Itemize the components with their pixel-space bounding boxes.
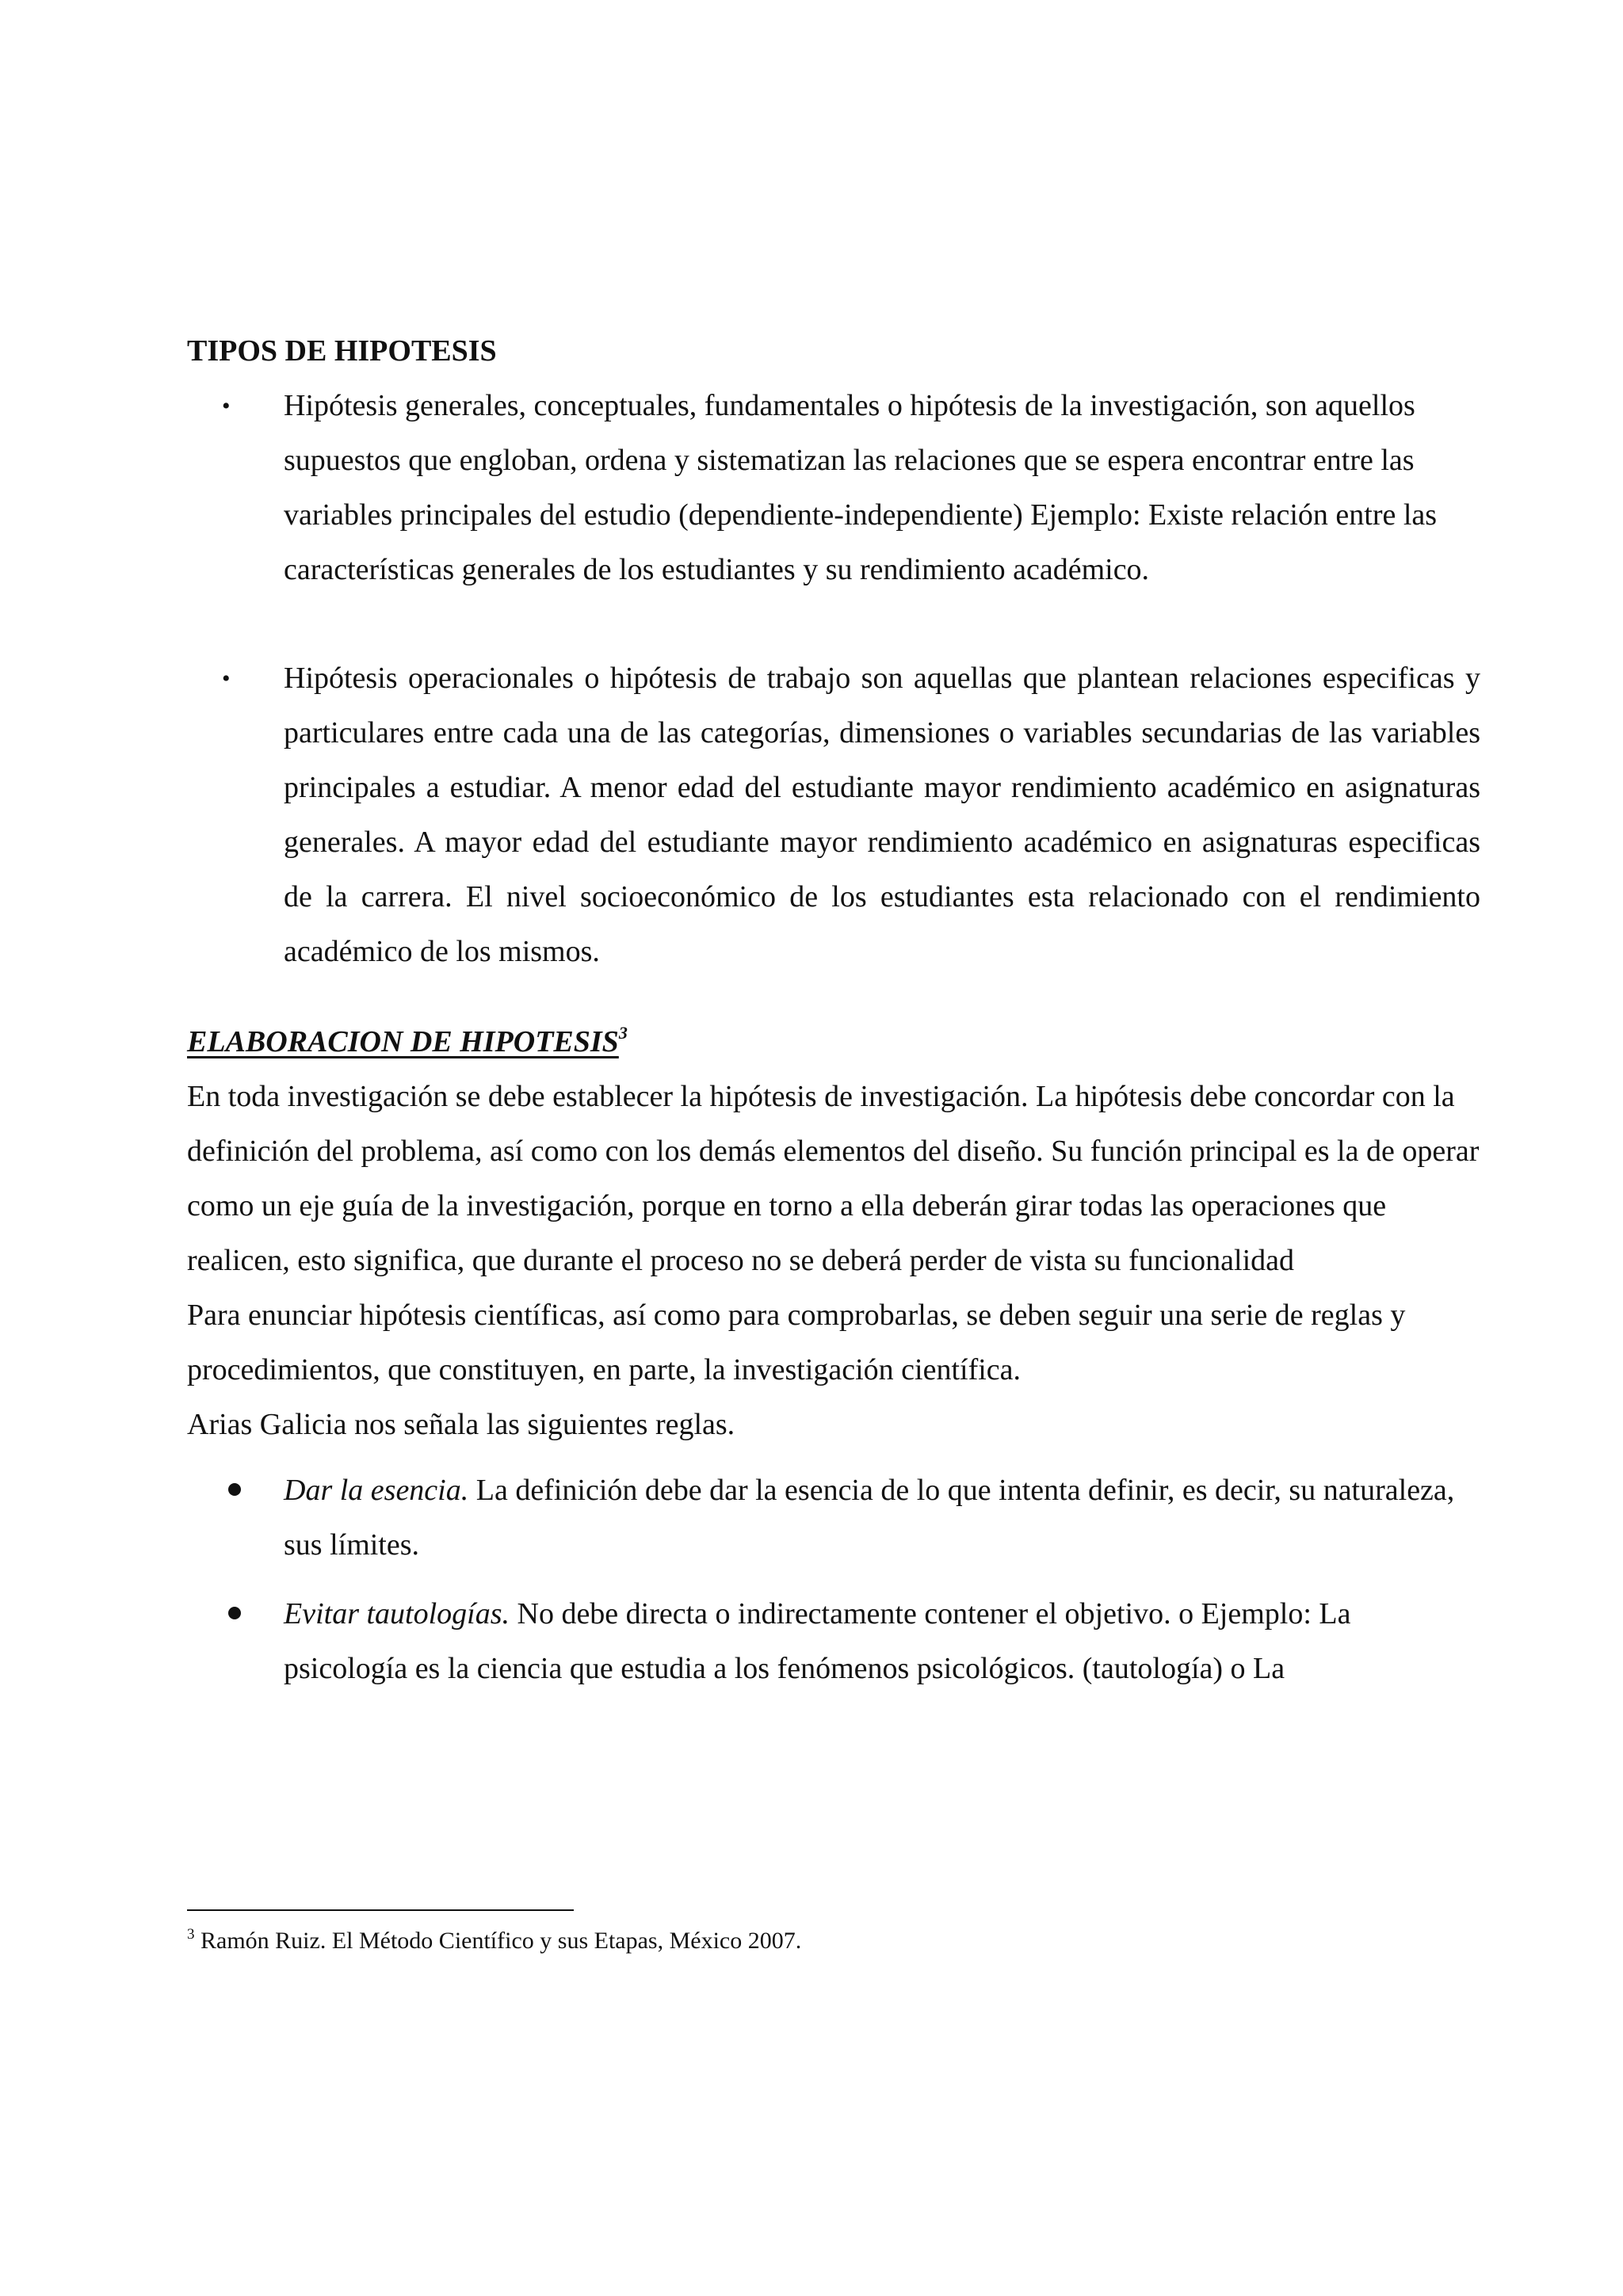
section-heading-tipos: TIPOS DE HIPOTESIS xyxy=(187,334,497,368)
rule-item-evitar-tautologias xyxy=(187,1587,1480,1696)
spacer xyxy=(187,979,1480,1014)
spacer xyxy=(187,597,1480,651)
rule-text: No debe directa o indirectamente contener el objetivo. o Ejemplo: La psicología es la ciencia que estudia a los fenómenos psicológicos. (tautología) o La xyxy=(284,1597,1351,1685)
paragraph-arias-galicia: Arias Galicia nos señala las siguientes reglas. xyxy=(187,1408,735,1441)
hypothesis-types-list xyxy=(187,379,1480,597)
heading-text: ELABORACION DE HIPOTESIS xyxy=(187,1025,619,1058)
bullet-dot-icon xyxy=(228,1607,241,1619)
list-item-hipotesis-operacionales xyxy=(187,651,1480,979)
hypothesis-types-list-2 xyxy=(187,651,1480,979)
spacer xyxy=(187,1452,1480,1463)
rule-lead: Evitar tautologías. xyxy=(284,1597,510,1630)
list-item-hipotesis-generales xyxy=(187,379,1480,597)
paragraph-enunciar: Para enunciar hipótesis científicas, así como para comprobarlas, se deben seguir una serie de reglas y procedimientos, que constituyen, en parte, la investigación científica. xyxy=(187,1299,1406,1386)
rule-lead: Dar la esencia. xyxy=(284,1474,469,1507)
page-content xyxy=(187,323,1480,1711)
list-item-text: Hipótesis operacionales o hipótesis de trabajo son aquellas que plantean relaciones especificas y particulares entre cada una de las categorías, dimensiones o variables secundarias de las variables principales a estudiar. A menor edad del estudiante mayor rendimiento académico en asignaturas generales. A mayor edad del estudiante mayor rendimiento académico en asignaturas especificas de la carrera. El nivel socioeconómico de los estudiantes esta relacionado con el rendimiento académico de los mismos. xyxy=(284,662,1480,968)
footnote-reference: 3 xyxy=(618,1023,628,1043)
section-heading-elaboracion xyxy=(187,1014,1480,1070)
bullet-icon: • xyxy=(222,393,231,419)
footnote xyxy=(187,1924,801,1958)
bullet-dot-icon xyxy=(228,1483,241,1496)
footnote-number: 3 xyxy=(187,1926,195,1943)
rule-item-dar-esencia xyxy=(187,1463,1480,1573)
footnote-text: Ramón Ruiz. El Método Científico y sus Etapas, México 2007. xyxy=(194,1928,802,1954)
bullet-icon: • xyxy=(222,666,231,692)
rule-text: La definición debe dar la esencia de lo que intenta definir, es decir, su naturaleza, sus límites. xyxy=(284,1474,1455,1562)
paragraph-establecer: En toda investigación se debe establecer la hipótesis de investigación. La hipótesis debe concordar con la definición del problema, así como con los demás elementos del diseño. Su función principal es la de operar como un eje guía de la investigación, porque en torno a ella deberán girar todas las operaciones que realicen, esto significa, que durante el proceso no se deberá perder de vista su funcionalidad xyxy=(187,1080,1480,1277)
footnote-separator xyxy=(187,1909,574,1911)
list-item-text: Hipótesis generales, conceptuales, fundamentales o hipótesis de la investigación, son aquellos supuestos que engloban, ordena y sistematizan las relaciones que se espera encontrar entre las variables principales del estudio (dependiente-independiente) Ejemplo: Existe relación entre las características generales de los estudiantes y su rendimiento académico. xyxy=(284,389,1438,586)
